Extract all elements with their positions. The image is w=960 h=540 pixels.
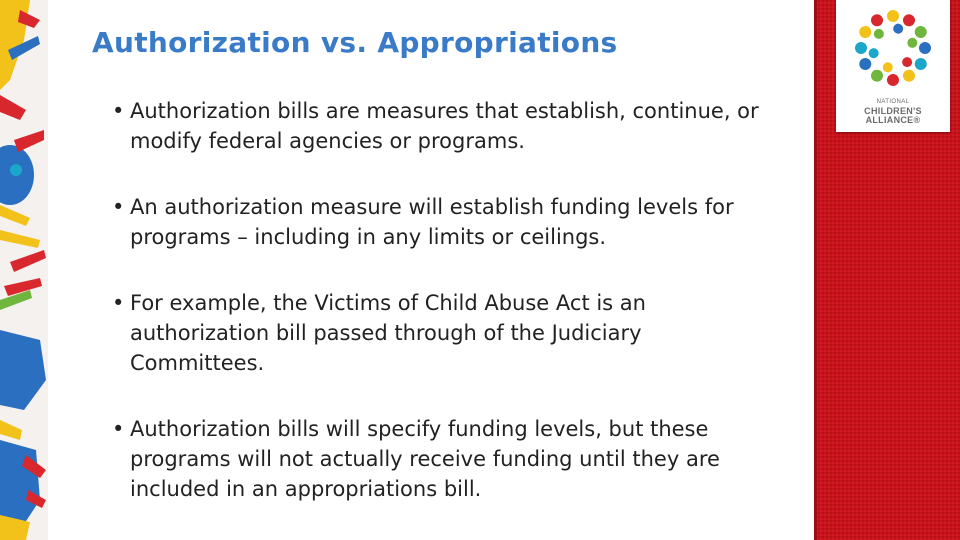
logo-line-childrens: CHILDREN'S bbox=[864, 106, 922, 116]
logo-wordmark bbox=[836, 98, 950, 125]
bullet-list bbox=[110, 96, 780, 540]
painted-hands-illustration bbox=[0, 0, 48, 540]
decorative-hands-strip bbox=[0, 0, 48, 540]
hands-circle-logo-icon bbox=[836, 0, 950, 96]
bullet-marker: • bbox=[112, 291, 125, 315]
organization-logo bbox=[836, 0, 950, 132]
bullet-text: Authorization bills are measures that establish, continue, or modify federal agencies or programs. bbox=[130, 99, 759, 153]
bullet-marker: • bbox=[112, 99, 125, 123]
red-side-panel bbox=[814, 0, 960, 540]
bullet-text: For example, the Victims of Child Abuse Act is an authorization bill passed through of the Judiciary Committees. bbox=[130, 291, 646, 375]
logo-line-national: NATIONAL bbox=[876, 99, 910, 105]
bullet-text: Authorization bills will specify funding levels, but these programs will not actually receive funding until they are included in an appropriations bill. bbox=[130, 417, 720, 501]
slide-content bbox=[48, 0, 814, 540]
bullet-text: An authorization measure will establish funding levels for programs – including in any limits or ceilings. bbox=[130, 195, 734, 249]
logo-line-alliance: ALLIANCE® bbox=[865, 115, 921, 125]
bullet-item bbox=[110, 288, 780, 378]
bullet-item bbox=[110, 96, 780, 156]
bullet-item bbox=[110, 414, 780, 504]
bullet-marker: • bbox=[112, 195, 125, 219]
bullet-item bbox=[110, 192, 780, 252]
slide-title: Authorization vs. Appropriations bbox=[92, 26, 618, 59]
bullet-marker: • bbox=[112, 417, 125, 441]
